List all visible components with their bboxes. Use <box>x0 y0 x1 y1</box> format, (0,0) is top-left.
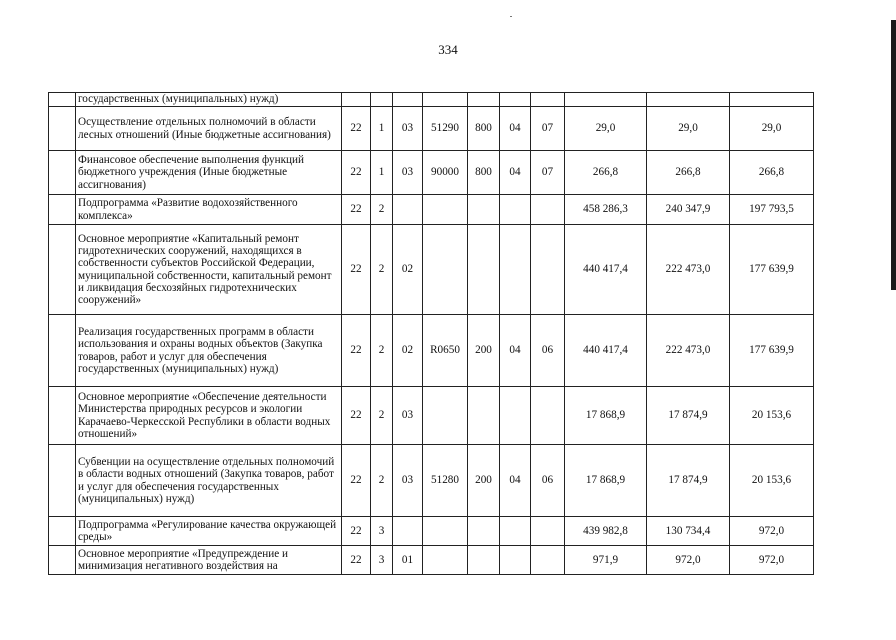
gr-cell: 22 <box>342 546 371 575</box>
section-cell <box>500 195 531 225</box>
section-cell: 04 <box>500 107 531 151</box>
sum-year2-cell: 266,8 <box>647 151 730 195</box>
page-number: 334 <box>438 42 458 57</box>
sum-year2-cell: 240 347,9 <box>647 195 730 225</box>
subprogram-cell <box>371 93 393 107</box>
gr-cell: 22 <box>342 195 371 225</box>
index-cell <box>49 315 76 387</box>
subprogram-cell: 3 <box>371 546 393 575</box>
gr-cell: 22 <box>342 315 371 387</box>
expense-type-cell <box>468 93 500 107</box>
main-measure-cell <box>393 93 423 107</box>
name-cell: Основное мероприятие «Предупреждение и минимизация негативного воздействия на <box>76 546 342 575</box>
direction-cell <box>423 546 468 575</box>
subsection-cell: 07 <box>531 151 565 195</box>
main-measure-cell <box>393 517 423 546</box>
table-row <box>49 387 814 445</box>
sum-year3-cell: 972,0 <box>730 546 814 575</box>
subprogram-cell: 2 <box>371 445 393 517</box>
sum-year1-cell: 17 868,9 <box>565 445 647 517</box>
direction-cell <box>423 195 468 225</box>
direction-cell <box>423 93 468 107</box>
subprogram-cell: 2 <box>371 315 393 387</box>
table-body <box>49 93 814 575</box>
index-cell <box>49 546 76 575</box>
sum-year1-cell: 440 417,4 <box>565 315 647 387</box>
section-cell <box>500 387 531 445</box>
direction-cell: 90000 <box>423 151 468 195</box>
index-cell <box>49 151 76 195</box>
name-cell: Подпрограмма «Регулирование качества окружающей среды» <box>76 517 342 546</box>
gr-cell: 22 <box>342 107 371 151</box>
direction-cell: R0650 <box>423 315 468 387</box>
expense-type-cell <box>468 517 500 546</box>
main-measure-cell: 03 <box>393 445 423 517</box>
subprogram-cell: 2 <box>371 387 393 445</box>
expense-type-cell <box>468 225 500 315</box>
sum-year1-cell: 971,9 <box>565 546 647 575</box>
sum-year1-cell: 17 868,9 <box>565 387 647 445</box>
sum-year3-cell: 29,0 <box>730 107 814 151</box>
sum-year2-cell: 222 473,0 <box>647 315 730 387</box>
sum-year2-cell: 222 473,0 <box>647 225 730 315</box>
main-measure-cell: 03 <box>393 387 423 445</box>
sum-year1-cell: 266,8 <box>565 151 647 195</box>
sum-year3-cell: 20 153,6 <box>730 445 814 517</box>
sum-year3-cell: 20 153,6 <box>730 387 814 445</box>
expense-type-cell: 200 <box>468 445 500 517</box>
subprogram-cell: 3 <box>371 517 393 546</box>
sum-year3-cell: 177 639,9 <box>730 225 814 315</box>
table-row <box>49 225 814 315</box>
main-measure-cell: 02 <box>393 315 423 387</box>
expense-type-cell: 200 <box>468 315 500 387</box>
sum-year1-cell: 440 417,4 <box>565 225 647 315</box>
sum-year2-cell: 972,0 <box>647 546 730 575</box>
subprogram-cell: 2 <box>371 195 393 225</box>
gr-cell: 22 <box>342 225 371 315</box>
table-row <box>49 445 814 517</box>
table-row <box>49 151 814 195</box>
table-row <box>49 315 814 387</box>
name-cell: Подпрограмма «Развитие водохозяйственного комплекса» <box>76 195 342 225</box>
sum-year3-cell: 972,0 <box>730 517 814 546</box>
sum-year1-cell: 29,0 <box>565 107 647 151</box>
scan-speck <box>510 16 512 17</box>
name-cell: Осуществление отдельных полномочий в области лесных отношений (Иные бюджетные ассигнования) <box>76 107 342 151</box>
sum-year3-cell: 177 639,9 <box>730 315 814 387</box>
sum-year1-cell <box>565 93 647 107</box>
section-cell <box>500 517 531 546</box>
expense-type-cell <box>468 546 500 575</box>
index-cell <box>49 445 76 517</box>
name-cell: Реализация государственных программ в области использования и охраны водных объектов (Закупка товаров, работ и услуг для обеспечения государственных (муниципальных) нужд) <box>76 315 342 387</box>
scan-edge-shadow <box>891 20 896 290</box>
index-cell <box>49 195 76 225</box>
name-cell: Финансовое обеспечение выполнения функций бюджетного учреждения (Иные бюджетные ассигнования) <box>76 151 342 195</box>
table-row <box>49 93 814 107</box>
direction-cell: 51280 <box>423 445 468 517</box>
subsection-cell: 07 <box>531 107 565 151</box>
main-measure-cell: 01 <box>393 546 423 575</box>
subsection-cell <box>531 517 565 546</box>
sum-year2-cell <box>647 93 730 107</box>
expense-type-cell: 800 <box>468 151 500 195</box>
sum-year2-cell: 29,0 <box>647 107 730 151</box>
gr-cell: 22 <box>342 151 371 195</box>
expense-type-cell: 800 <box>468 107 500 151</box>
name-cell: Субвенции на осуществление отдельных полномочий в области водных отношений (Закупка товаров, работ и услуг для обеспечения государственных (муниципальных) нужд) <box>76 445 342 517</box>
expense-type-cell <box>468 387 500 445</box>
subprogram-cell: 2 <box>371 225 393 315</box>
sum-year3-cell <box>730 93 814 107</box>
direction-cell <box>423 387 468 445</box>
section-cell: 04 <box>500 151 531 195</box>
subsection-cell <box>531 546 565 575</box>
table-row <box>49 517 814 546</box>
sum-year3-cell: 266,8 <box>730 151 814 195</box>
name-cell: государственных (муниципальных) нужд) <box>76 93 342 107</box>
subsection-cell <box>531 93 565 107</box>
section-cell: 04 <box>500 445 531 517</box>
sum-year2-cell: 17 874,9 <box>647 445 730 517</box>
index-cell <box>49 387 76 445</box>
name-cell: Основное мероприятие «Капитальный ремонт гидротехнических сооружений, находящихся в собственности субъектов Российской Федерации, муниципальной собственности, капитальный ремонт и ликвидация бесхозяйных гидротехнических сооружений» <box>76 225 342 315</box>
section-cell: 04 <box>500 315 531 387</box>
main-measure-cell: 03 <box>393 151 423 195</box>
gr-cell: 22 <box>342 387 371 445</box>
budget-table <box>48 92 814 575</box>
direction-cell <box>423 225 468 315</box>
gr-cell <box>342 93 371 107</box>
sum-year1-cell: 439 982,8 <box>565 517 647 546</box>
subsection-cell: 06 <box>531 445 565 517</box>
subsection-cell <box>531 225 565 315</box>
main-measure-cell <box>393 195 423 225</box>
gr-cell: 22 <box>342 445 371 517</box>
subsection-cell: 06 <box>531 315 565 387</box>
direction-cell <box>423 517 468 546</box>
expense-type-cell <box>468 195 500 225</box>
section-cell <box>500 225 531 315</box>
main-measure-cell: 03 <box>393 107 423 151</box>
subprogram-cell: 1 <box>371 107 393 151</box>
section-cell <box>500 93 531 107</box>
sum-year2-cell: 130 734,4 <box>647 517 730 546</box>
section-cell <box>500 546 531 575</box>
table-row <box>49 546 814 575</box>
table-row <box>49 195 814 225</box>
name-cell: Основное мероприятие «Обеспечение деятельности Министерства природных ресурсов и экологии Карачаево-Черкесской Республики в области водных отношений» <box>76 387 342 445</box>
index-cell <box>49 93 76 107</box>
main-measure-cell: 02 <box>393 225 423 315</box>
index-cell <box>49 517 76 546</box>
table-row <box>49 107 814 151</box>
sum-year3-cell: 197 793,5 <box>730 195 814 225</box>
subsection-cell <box>531 195 565 225</box>
sum-year1-cell: 458 286,3 <box>565 195 647 225</box>
subprogram-cell: 1 <box>371 151 393 195</box>
direction-cell: 51290 <box>423 107 468 151</box>
sum-year2-cell: 17 874,9 <box>647 387 730 445</box>
index-cell <box>49 225 76 315</box>
index-cell <box>49 107 76 151</box>
gr-cell: 22 <box>342 517 371 546</box>
subsection-cell <box>531 387 565 445</box>
